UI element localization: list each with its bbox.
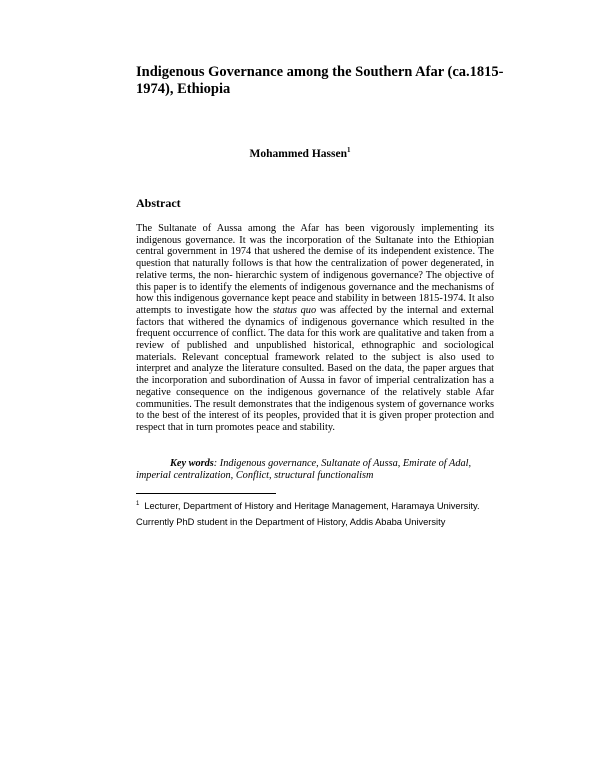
abstract-italic-term: status quo	[272, 304, 317, 316]
footnote	[136, 498, 506, 530]
author-name: Mohammed Hassen	[249, 148, 347, 160]
abstract-text-part2: was affected by the internal and external factors that withered the dynamics of indigenous governance which resulted in the frequent occurrence of conflict. The data for this work are qualitative and taken from a review of published and unpublished historical, ethnographic and sociological materials. Relevant conceptual framework related to the subject is also used to interpret and analyze the literature consulted. Based on the data, the paper argues that the incorporation and subordination of Aussa in favor of imperial centralization has a negative consequence on the indigenous governance of the relatively stable Afar communities. The result demonstrates that the indigenous system of governance works to the best of the interest of its peoples, provided that it is given proper protection and respect that in turn promotes peace and stability.	[136, 304, 494, 433]
abstract-heading: Abstract	[136, 196, 181, 210]
footnote-mark: 1	[136, 500, 140, 507]
abstract-body	[136, 223, 494, 434]
footnote-line-2: Currently PhD student in the Department of History, Addis Ababa University	[136, 517, 446, 527]
author-line	[0, 148, 600, 160]
keywords	[136, 458, 494, 482]
keywords-text: : Indigenous governance, Sultanate of Aussa, Emirate of Adal, imperial centralization, Conflict, structural functionalism	[136, 458, 472, 481]
abstract-text-part1: The Sultanate of Aussa among the Afar has been vigorously implementing its indigenous governance. It was the incorporation of the Sultanate into the Ethiopian central government in 1974 that ushered the demise of its independent existence. The question that naturally follows is that how the centralization of power degenerated, in relative terms, the non- hierarchic system of indigenous governance? The objective of this paper is to identify the elements of indigenous governance and the mechanisms of how this indigenous governance kept peace and stability in between 1815-1974. It also attempts to investigate how the	[136, 223, 494, 316]
footnote-line-1: Lecturer, Department of History and Heritage Management, Haramaya University.	[144, 501, 480, 511]
author-footnote-mark: 1	[346, 146, 351, 155]
keywords-label: Key words	[170, 458, 214, 469]
paper-title: Indigenous Governance among the Southern Afar (ca.1815-1974), Ethiopia	[136, 64, 504, 97]
footnote-separator	[136, 493, 276, 494]
